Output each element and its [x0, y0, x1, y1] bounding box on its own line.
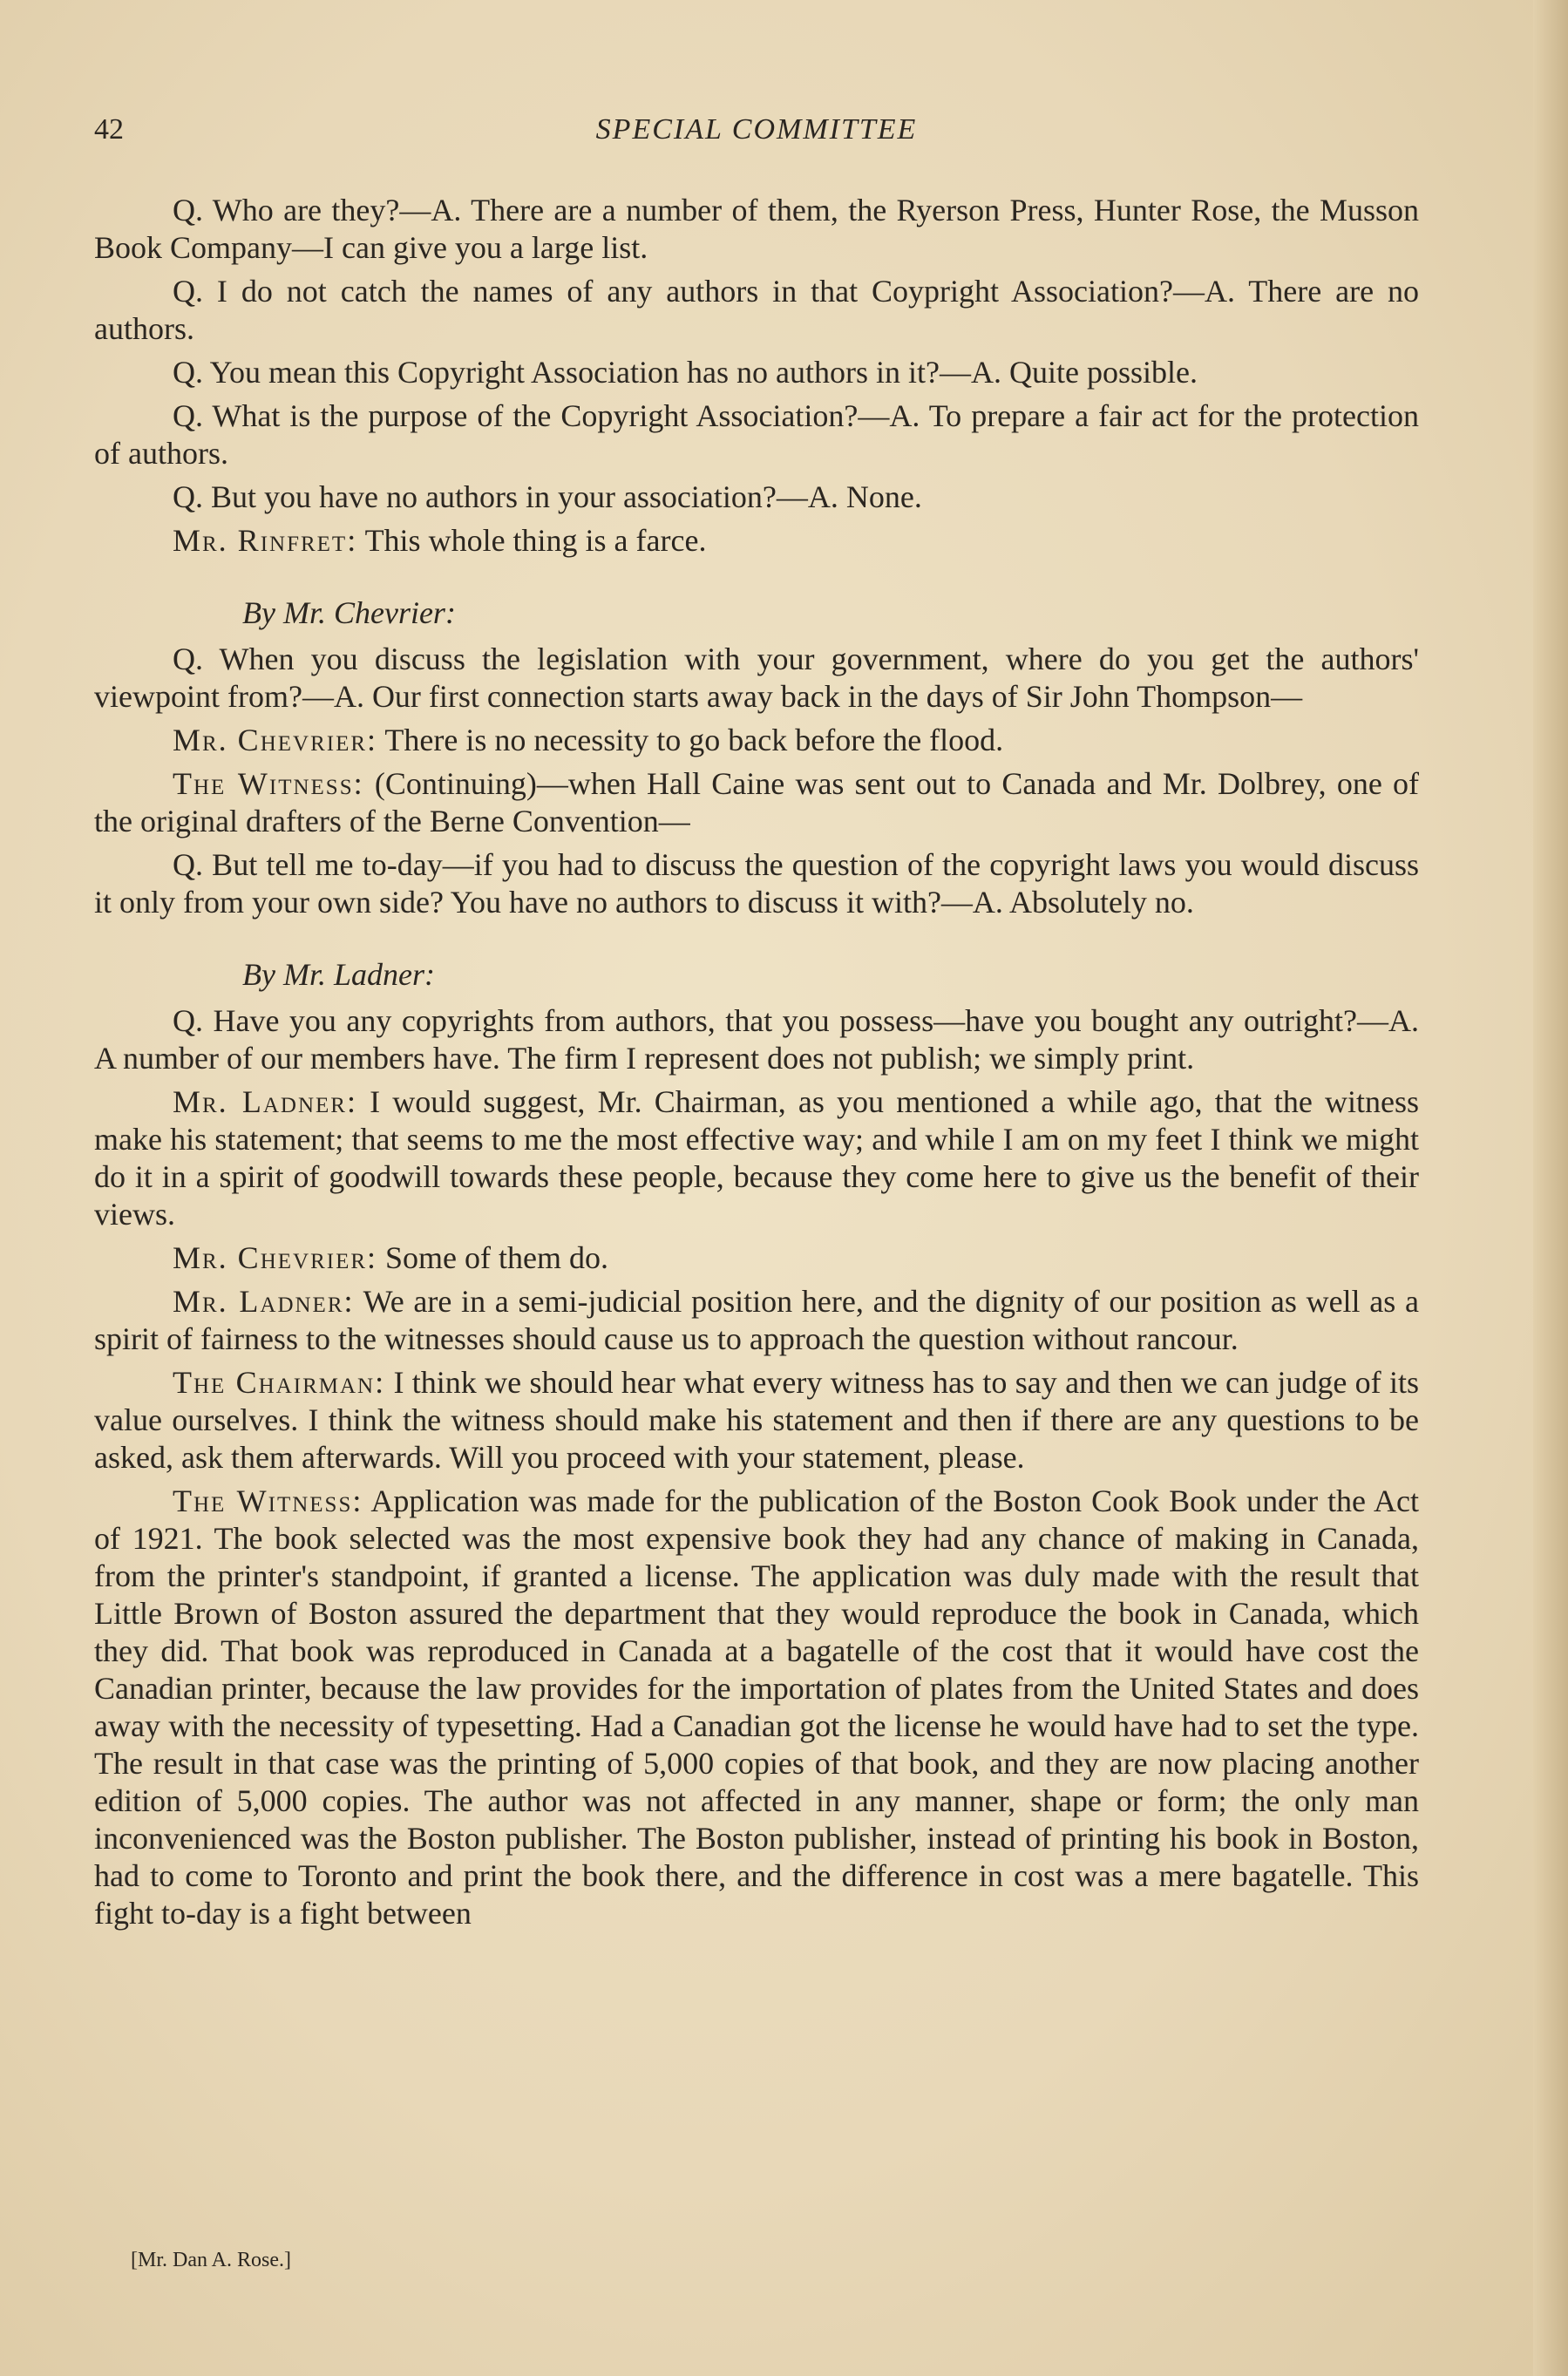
paragraph: Q. What is the purpose of the Copyright Association?—A. To prepare a fair act for the protection of authors.: [94, 398, 1419, 471]
speaker-paragraph: [94, 522, 1419, 560]
speaker-name: Mr. Ladner:: [173, 1084, 357, 1119]
speaker-name: The Chairman:: [173, 1365, 386, 1400]
paragraph: Q. But tell me to-day—if you had to discuss the question of the copyright laws you would discuss it only from your own side? You have no authors to discuss it with?—A. Absolutely no.: [94, 847, 1419, 920]
paragraph: Q. I do not catch the names of any authors in that Coypright Association?—A. There are no authors.: [94, 274, 1419, 346]
speech-text: I would suggest, Mr. Chairman, as you mentioned a while ago, that the witness make his statement; that seems to me the most effective way; and while I am on my feet I think we might do it in a spirit of goodwill towards these people, because they come here to give us the benefit of their views.: [94, 1084, 1420, 1232]
examiner-subhead: By Mr. Chevrier:: [242, 595, 456, 630]
speech-text: (Continuing)—when Hall Caine was sent out to Canada and Mr. Dolbrey, one of the original drafters of the Berne Convention—: [94, 766, 1420, 838]
paragraph: Q. Have you any copyrights from authors, that you possess—have you bought any outright?—A. A number of our members have. The firm I represent does not publish; we simply print.: [94, 1003, 1419, 1076]
speaker-paragraph: [94, 1283, 1419, 1358]
paragraph: Q. You mean this Copyright Association has no authors in it?—A. Quite possible.: [173, 355, 1198, 390]
speaker-name: Mr. Chevrier:: [173, 723, 378, 757]
page-header: [94, 113, 1419, 157]
speaker-paragraph: [94, 722, 1419, 759]
speaker-paragraph: [94, 1364, 1419, 1477]
speech-text: I think we should hear what every witness has to say and then we can judge of its value ourselves. I think the witness should make his statement and then if there are any questions to be asked, ask them afterwards. Will you proceed with your statement, please.: [94, 1365, 1420, 1475]
speaker-paragraph: [94, 765, 1419, 840]
speaker-paragraph: [94, 1083, 1419, 1233]
speaker-reference-footer: [Mr. Dan A. Rose.]: [131, 2249, 291, 2271]
paragraph: Q. When you discuss the legislation with your government, where do you get the authors' viewpoint from?—A. Our first connection starts away back in the days of Sir John Thompson—: [94, 642, 1419, 714]
paragraph: Q. Who are they?—A. There are a number of them, the Ryerson Press, Hunter Rose, the Musson Book Company—I can give you a large list.: [94, 193, 1419, 265]
speaker-name: The Witness:: [173, 766, 364, 801]
speaker-paragraph: [94, 1239, 1419, 1277]
speech-text: Some of them do.: [385, 1240, 609, 1275]
speech-text: This whole thing is a farce.: [364, 523, 707, 558]
page-number: 42: [94, 113, 124, 146]
speaker-paragraph: [94, 1483, 1419, 1932]
speech-text: We are in a semi-judicial position here, and the dignity of our position as well as a spirit of fairness to the witnesses should cause us to approach the question without rancour.: [94, 1284, 1419, 1356]
page-edge: [1533, 0, 1568, 2376]
speaker-name: Mr. Rinfret:: [173, 523, 358, 558]
running-head: SPECIAL COMMITTEE: [595, 113, 918, 146]
speaker-name: Mr. Chevrier:: [173, 1240, 378, 1275]
speaker-name: Mr. Ladner:: [173, 1284, 355, 1319]
speech-text: There is no necessity to go back before the flood.: [384, 723, 1004, 757]
speech-text: Application was made for the publication of the Boston Cook Book under the Act of 1921. The book selected was the most expensive book they had any chance of making in Canada, from the printer's standpoint, if granted a license. The application was duly made with the result that Little Brown of Boston assured the department that they would reproduce the book in Canada, which they did. That book was reproduced in Canada at a bagatelle of the cost that it would have cost the Canadian printer, because the law provides for the importation of plates from the United States and does away with the necessity of typesetting. Had a Canadian got the license he would have had to set the type. The result in that case was the printing of 5,000 copies of that book, and they are now placing another edition of 5,000 copies. The author was not affected in any manner, shape or form; the only man inconvenienced was the Boston publisher. The Boston publisher, instead of printing his book in Boston, had to come to Toronto and print the book there, and the difference in cost was a mere bagatelle. This fight to-day is a fight between: [94, 1483, 1420, 1931]
speaker-name: The Witness:: [173, 1483, 363, 1518]
examiner-subhead: By Mr. Ladner:: [242, 957, 435, 992]
body-text: [94, 192, 1419, 1938]
paragraph: Q. But you have no authors in your association?—A. None.: [173, 479, 922, 514]
